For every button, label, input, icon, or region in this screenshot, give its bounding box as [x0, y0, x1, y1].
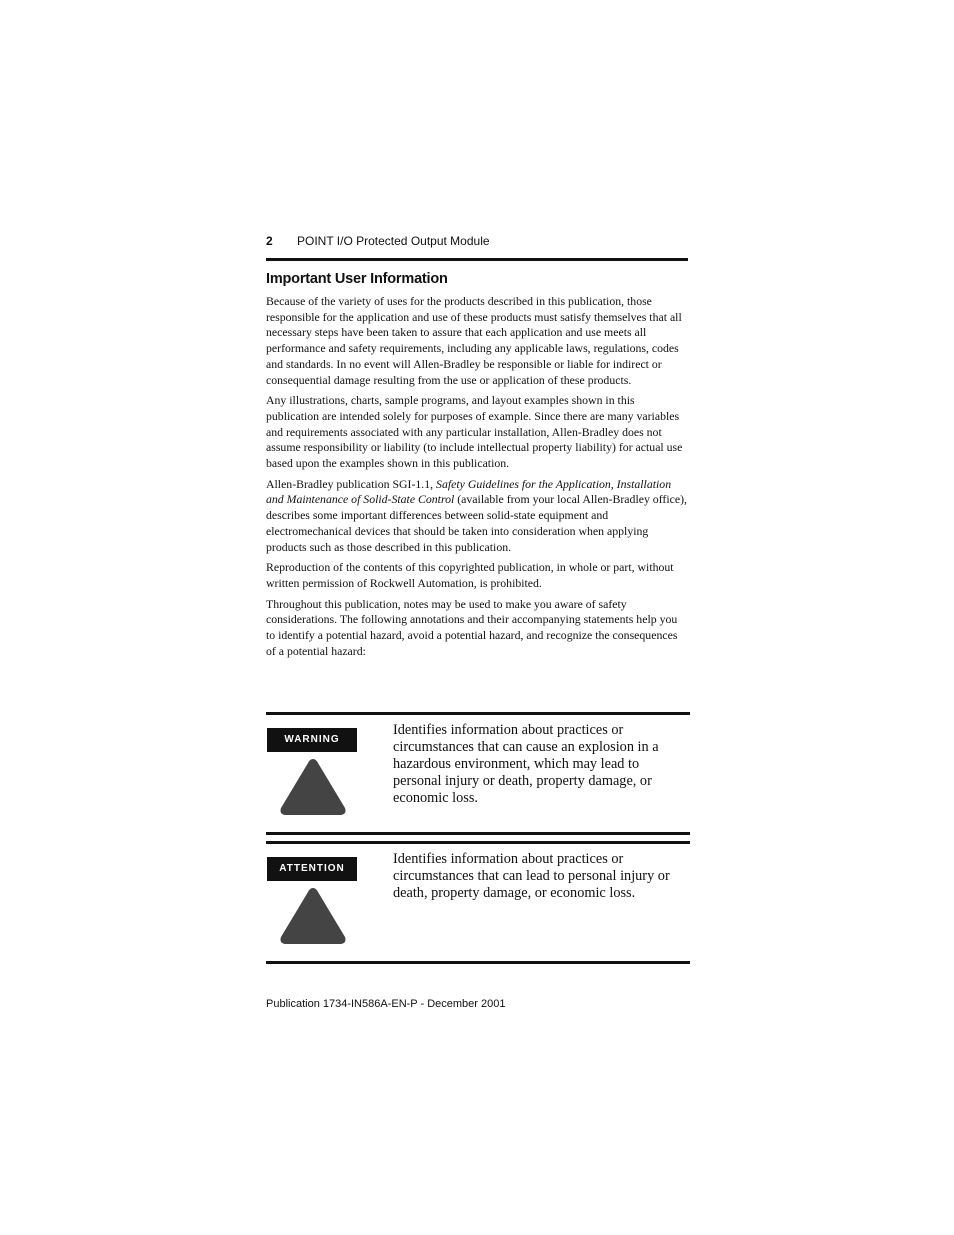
- attention-text: Identifies information about practices or circumstances that can lead to personal injury or death, property damage, or economic loss.: [393, 851, 670, 901]
- running-title: POINT I/O Protected Output Module: [297, 234, 490, 248]
- section-heading: Important User Information: [266, 271, 448, 287]
- warning-text: Identifies information about practices or circumstances that can cause an explosion in a hazardous environment, which may lead to personal injury or death, property damage, or economic loss.: [393, 722, 659, 806]
- paragraph-safety-guidelines-end: (available from your local Allen-Bradley office), describes some important differences between solid-state equipment and electromechanical devices that should be taken into consideration when applying products such as those described in this publication.: [266, 492, 687, 554]
- notice-top-rule: [266, 712, 690, 715]
- attention-badge: ATTENTION: [267, 857, 357, 881]
- header-divider: [266, 258, 688, 261]
- paragraph-reproduction: Reproduction of the contents of this copyrighted publication, in whole or part, without written permission of Rockwell Automation, is prohibited.: [266, 560, 674, 590]
- notice-bottom-rule: [266, 832, 690, 835]
- paragraph-examples: Any illustrations, charts, sample programs, and layout examples shown in this publication are intended solely for purposes of example. Since there are many variables and requirements associated with any particular installation, Allen-Bradley does not assume responsibility or liability (to include intellectual property liability) for actual use based upon the examples shown in this publication.: [266, 393, 683, 471]
- warning-badge: WARNING: [267, 728, 357, 752]
- paragraph-safety-guidelines: [266, 477, 688, 556]
- notice-bottom-rule: [266, 961, 690, 964]
- paragraph-annotations: Throughout this publication, notes may be used to make you aware of safety considerations. The following annotations and their accompanying statements help you to identify a potential hazard, avoid a potential hazard, and recognize the consequences of a potential hazard:: [266, 596, 678, 658]
- notice-top-rule: [266, 841, 690, 844]
- warning-triangle-icon: [279, 756, 347, 818]
- paragraph-disclaimer: Because of the variety of uses for the products described in this publication, those responsible for the application and use of these products must satisfy themselves that all necessary steps have been taken to assure that each application and use meets all performance and safety requirements, including any applicable laws, regulations, codes and standards. In no event will Allen-Bradley be responsible or liable for indirect or consequential damage resulting from the use or application of these products.: [266, 294, 682, 387]
- page-footer: Publication 1734-IN586A-EN-P - December 2001: [266, 998, 506, 1010]
- body-text: [266, 294, 688, 664]
- page-number: 2: [266, 234, 273, 248]
- warning-triangle-icon: [279, 885, 347, 947]
- publication-title: Safety Guidelines for the Application, Installation and Maintenance of Solid-State Control: [266, 476, 672, 507]
- paragraph-safety-guidelines-start: Allen-Bradley publication SGI-1.1,: [266, 476, 437, 491]
